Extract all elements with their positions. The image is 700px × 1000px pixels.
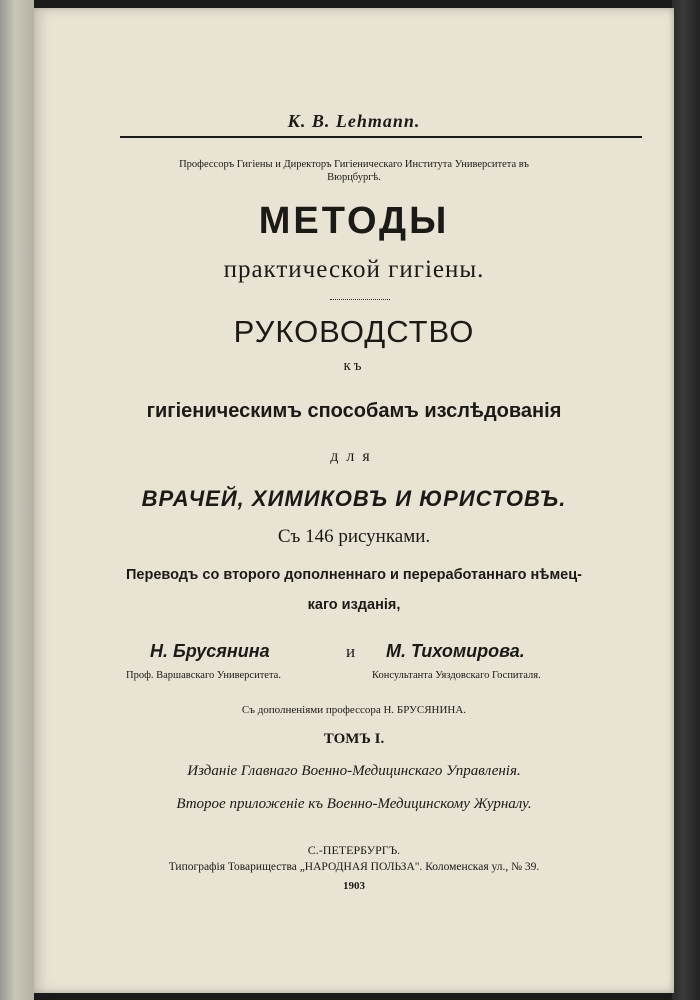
figures-count: Съ 146 рисунками. xyxy=(277,526,431,547)
book-spine-edge xyxy=(0,0,34,1000)
guide-heading: РУКОВОДСТВО xyxy=(233,314,475,349)
preposition-to: къ xyxy=(343,358,365,374)
printer-line: Типографія Товарищества „НАРОДНАЯ ПОЛЬЗА". Коломенская ул., № 39. xyxy=(168,861,540,873)
publication-year: 1903 xyxy=(343,880,365,892)
affiliations-row xyxy=(34,670,674,686)
translators-and: и xyxy=(346,642,356,661)
book-subtitle: практической гигіены. xyxy=(223,256,485,283)
title-page xyxy=(34,8,674,993)
author-name: К. В. Lehmann. xyxy=(287,111,421,131)
supplement-line: Второе приложеніе къ Военно-Медицинскому Журналу. xyxy=(176,796,532,812)
edition-line: Изданіе Главнаго Военно-Медицинскаго Управленія. xyxy=(187,763,521,779)
header-rule xyxy=(120,136,642,138)
methods-line: гигіеническимъ способамъ изслѣдованія xyxy=(146,400,562,422)
audience-line: ВРАЧЕЙ, ХИМИКОВЪ И ЮРИСТОВЪ. xyxy=(141,486,567,511)
translator-2-affiliation: Консультанта Уяздовскаго Госпиталя. xyxy=(372,670,541,681)
translator-1-affiliation: Проф. Варшавскаго Университета. xyxy=(126,670,281,681)
publication-city: С.-ПЕТЕРБУРГЪ. xyxy=(307,843,401,857)
volume-label: ТОМЪ I. xyxy=(323,731,385,747)
translators-row xyxy=(34,641,674,665)
translation-line-1: Переводъ со второго дополненнаго и переработаннаго нѣмец- xyxy=(126,567,582,583)
book-title: МЕТОДЫ xyxy=(258,200,450,242)
additions-line: Съ дополненіями профессора Н. БРУСЯНИНА. xyxy=(241,704,467,716)
author-title-line-2: Вюрцбургѣ. xyxy=(327,172,381,183)
translator-1: Н. Брусянина xyxy=(150,641,270,661)
translator-2: М. Тихомирова. xyxy=(386,641,525,661)
book-cover-edge xyxy=(672,0,700,1000)
author-title-line-1: Профессоръ Гигіены и Директоръ Гигіеническаго Института Университета въ xyxy=(179,159,529,170)
ornament-divider xyxy=(330,299,390,300)
preposition-for: для xyxy=(330,448,378,465)
translation-line-2: каго изданія, xyxy=(307,597,401,613)
